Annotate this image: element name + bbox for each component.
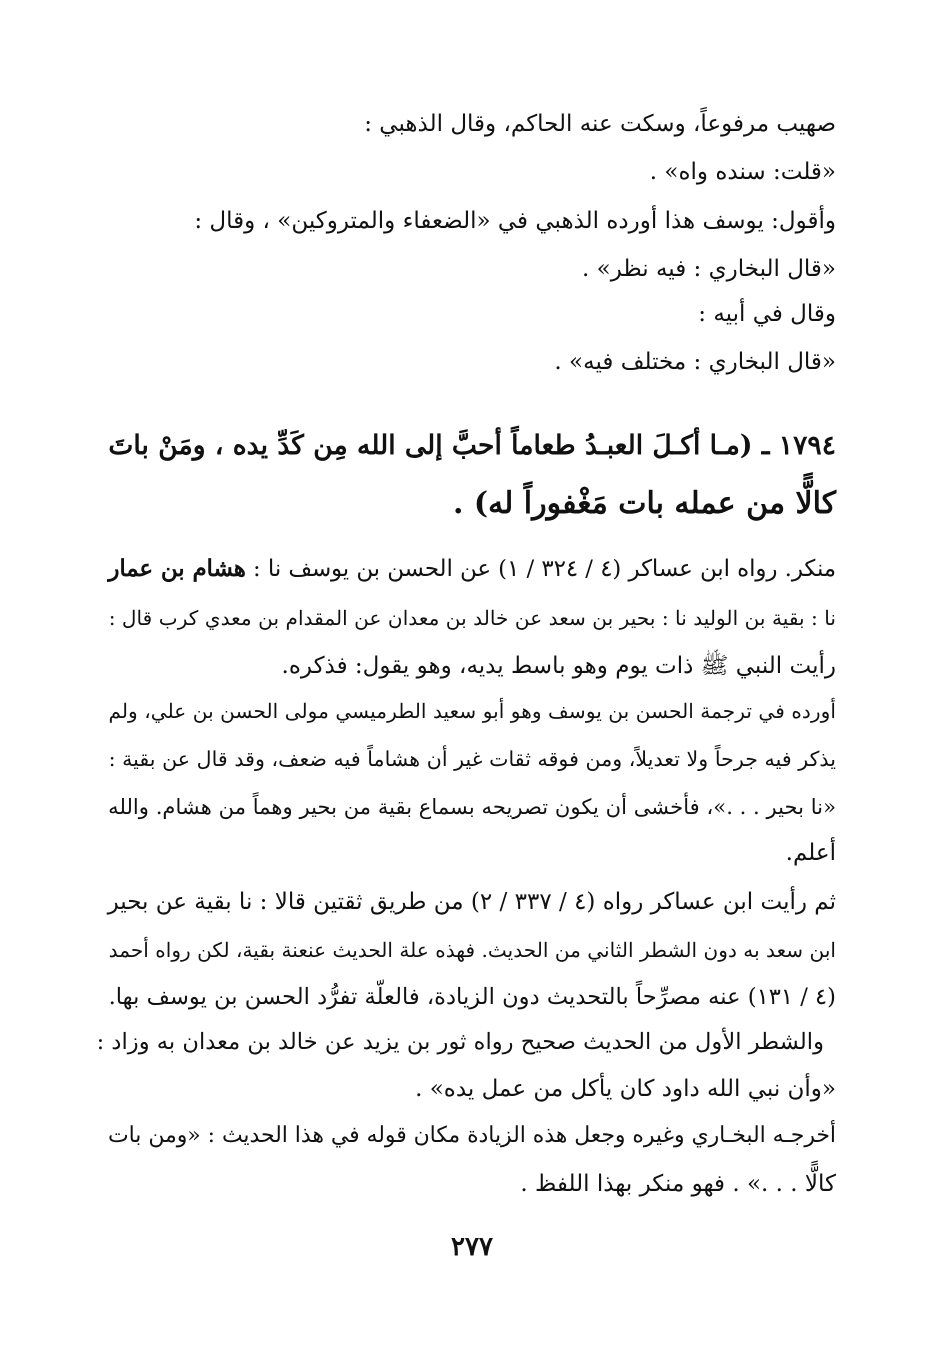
text-line: أعلم. xyxy=(785,840,836,866)
text-line: نا : بقية بن الوليد نا : بحير بن سعد عن خالد بن معدان عن المقدام بن معدي كرب قال : xyxy=(108,606,836,630)
text-line: والشطر الأول من الحديث صحيح رواه ثور بن يزيد عن خالد بن معدان به وزاد : xyxy=(96,1029,824,1055)
text-line: رأيت النبي ﷺ ذات يوم وهو باسط يديه، وهو يقول: فذكره. xyxy=(281,653,836,679)
text-line: أورده في ترجمة الحسن بن يوسف وهو أبو سعيد الطرميسي مولى الحسن بن علي، ولم xyxy=(108,699,836,723)
text-line xyxy=(108,551,836,587)
text-line: أخرجـه البخـاري وغيره وجعل هذه الزيادة مكان قوله في هذا الحديث : «ومن بات xyxy=(108,1123,836,1148)
text-line: ابن سعد به دون الشطر الثاني من الحديث. فهذه علة الحديث عنعنة بقية، لكن رواه أحمد xyxy=(108,938,836,962)
text-line: (٤ / ١٣١) عنه مصرِّحاً بالتحديث دون الزيادة، فالعلّة تفرُّد الحسن بن يوسف بها. xyxy=(108,984,836,1010)
text-line: «قال البخاري : فيه نظر» . xyxy=(582,256,836,282)
text-line: «نا بحير . . .»، فأخشى أن يكون تصريحه بسماع بقية من بحير وهماً من هشام. والله xyxy=(108,794,836,819)
hadith-heading: ١٧٩٤ ـ (مـا أكـلَ العبـدُ طعاماً أحبَّ إلى الله مِن كَدِّ يده ، ومَنْ باتَ xyxy=(108,430,836,461)
text-line: «وأن نبي الله داود كان يأكل من عمل يده» . xyxy=(415,1076,836,1102)
text-line: ثم رأيت ابن عساكر رواه (٤ / ٣٣٧ / ٢) من طريق ثقتين قالا : نا بقية عن بحير xyxy=(107,889,836,915)
text-run: منكر. رواه ابن عساكر (٤ / ٣٢٤ / ١) عن الحسن بن يوسف نا : xyxy=(253,556,836,582)
page-number: ٢٧٧ xyxy=(451,1232,493,1262)
text-line: «قال البخاري : مختلف فيه» . xyxy=(554,349,836,375)
narrator-name: هشام بن عمار xyxy=(108,556,246,582)
text-line: صهيب مرفوعاً، وسكت عنه الحاكم، وقال الذهبي : xyxy=(364,111,836,137)
text-line: يذكر فيه جرحاً ولا تعديلاً، ومن فوقه ثقات غير أن هشاماً فيه ضعف، وقد قال عن بقية : xyxy=(108,747,836,771)
text-line: كالًّا . . .» . فهو منكر بهذا اللفظ . xyxy=(520,1171,836,1197)
text-line: «قلت: سنده واه» . xyxy=(649,159,836,185)
text-line: وأقول: يوسف هذا أورده الذهبي في «الضعفاء والمتروكين» ، وقال : xyxy=(194,208,836,234)
hadith-heading: كالًّا من عمله بات مَغْفوراً له) . xyxy=(453,486,836,521)
text-line: وقال في أبيه : xyxy=(698,301,836,327)
